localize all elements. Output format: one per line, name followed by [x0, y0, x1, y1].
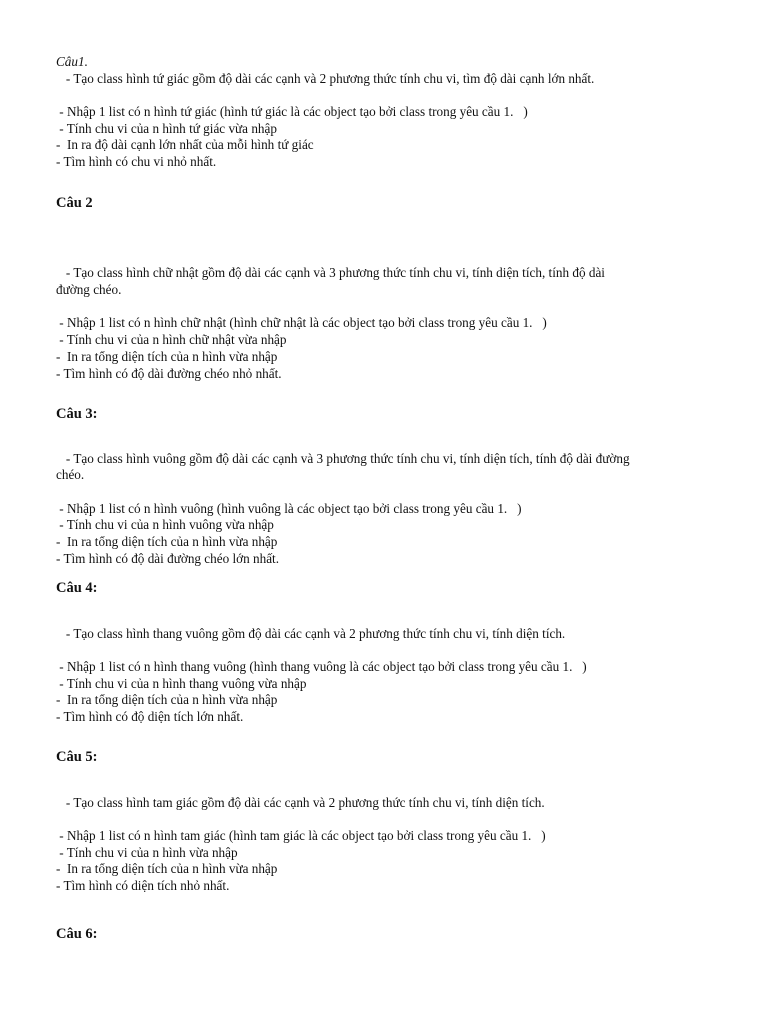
- question-3-heading: Câu 3:: [56, 406, 98, 422]
- question-5-item-2: - Tính chu vi của n hình vừa nhập: [56, 845, 238, 860]
- question-3-task-cont: chéo.: [56, 467, 85, 482]
- question-6-heading: Câu 6:: [56, 926, 98, 942]
- question-2-item-2: - Tính chu vi của n hình chữ nhật vừa nhập: [56, 332, 287, 347]
- question-5-item-1: - Nhập 1 list có n hình tam giác (hình tam giác là các object tạo bởi class trong yêu cầu 1. ): [56, 828, 546, 843]
- question-2-task-cont: đường chéo.: [56, 282, 122, 297]
- question-4-item-2: - Tính chu vi của n hình thang vuông vừa nhập: [56, 676, 307, 691]
- question-2-item-4: - Tìm hình có độ dài đường chéo nhỏ nhất.: [56, 366, 282, 381]
- question-2-item-1: - Nhập 1 list có n hình chữ nhật (hình chữ nhật là các object tạo bởi class trong yêu cầu 1. ): [56, 315, 547, 330]
- question-1-task: - Tạo class hình tứ giác gồm độ dài các cạnh và 2 phương thức tính chu vi, tìm độ dài cạnh lớn nhất.: [56, 71, 595, 86]
- question-3-item-1: - Nhập 1 list có n hình vuông (hình vuông là các object tạo bởi class trong yêu cầu 1. ): [56, 501, 522, 516]
- question-4-item-3: - In ra tổng diện tích của n hình vừa nhập: [56, 692, 278, 707]
- question-5-heading: Câu 5:: [56, 749, 98, 765]
- question-5-item-4: - Tìm hình có diện tích nhỏ nhất.: [56, 878, 230, 893]
- question-4-heading: Câu 4:: [56, 580, 98, 596]
- question-1-item-4: - Tìm hình có chu vi nhỏ nhất.: [56, 154, 217, 169]
- question-2-item-3: - In ra tổng diện tích của n hình vừa nhập: [56, 349, 278, 364]
- question-2-heading: Câu 2: [56, 195, 93, 211]
- question-4-item-4: - Tìm hình có độ diện tích lớn nhất.: [56, 709, 244, 724]
- question-1-item-3: - In ra độ dài cạnh lớn nhất của mỗi hình tứ giác: [56, 137, 314, 152]
- question-1-item-2: - Tính chu vi của n hình tứ giác vừa nhập: [56, 121, 277, 136]
- question-5-item-3: - In ra tổng diện tích của n hình vừa nhập: [56, 861, 278, 876]
- question-1-item-1: - Nhập 1 list có n hình tứ giác (hình tứ giác là các object tạo bởi class trong yêu cầu 1. ): [56, 104, 528, 119]
- question-3-task: - Tạo class hình vuông gồm độ dài các cạnh và 3 phương thức tính chu vi, tính diện tích, tính độ dài đường: [56, 451, 630, 466]
- question-3-item-4: - Tìm hình có độ dài đường chéo lớn nhất.: [56, 551, 280, 566]
- question-2-task: - Tạo class hình chữ nhật gồm độ dài các cạnh và 3 phương thức tính chu vi, tính diện tích, tính độ dài: [56, 265, 605, 280]
- question-4-item-1: - Nhập 1 list có n hình thang vuông (hình thang vuông là các object tạo bởi class trong yêu cầu 1. ): [56, 659, 587, 674]
- question-3-item-2: - Tính chu vi của n hình vuông vừa nhập: [56, 517, 274, 532]
- question-1-heading: Câu1.: [56, 54, 88, 69]
- question-4-task: - Tạo class hình thang vuông gồm độ dài các cạnh và 2 phương thức tính chu vi, tính diện tích.: [56, 626, 566, 641]
- question-3-item-3: - In ra tổng diện tích của n hình vừa nhập: [56, 534, 278, 549]
- question-5-task: - Tạo class hình tam giác gồm độ dài các cạnh và 2 phương thức tính chu vi, tính diện tích.: [56, 795, 545, 810]
